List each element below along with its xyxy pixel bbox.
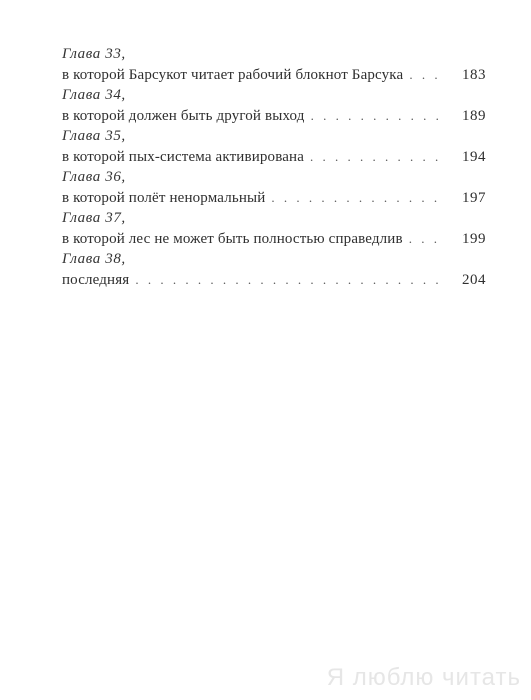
page-number: 199 <box>462 231 486 247</box>
page-number: 204 <box>462 272 486 288</box>
page-number: 183 <box>462 67 486 83</box>
chapter-title: в которой пых-система активирована <box>62 149 305 165</box>
toc-line <box>62 187 486 208</box>
dot-leader <box>409 64 446 85</box>
dot-leader <box>135 269 446 290</box>
toc-line <box>62 105 486 126</box>
dot-leader <box>271 187 446 208</box>
dot-leader <box>310 146 446 167</box>
toc-line <box>62 64 486 85</box>
chapter-heading: Глава 37, <box>62 210 126 226</box>
chapter-title: последняя <box>62 272 130 288</box>
toc-entry-chapter-38 <box>62 249 486 290</box>
page-number: 197 <box>462 190 486 206</box>
toc-entry-chapter-35 <box>62 126 486 167</box>
page-number: 194 <box>462 149 486 165</box>
dot-leader <box>311 105 446 126</box>
chapter-title: в которой Барсукот читает рабочий блокнот Барсука <box>62 67 404 83</box>
chapter-title: в которой лес не может быть полностью справедлив <box>62 231 403 247</box>
chapter-heading: Глава 34, <box>62 87 126 103</box>
chapter-heading: Глава 38, <box>62 251 126 267</box>
toc-line <box>62 228 486 249</box>
chapter-heading: Глава 35, <box>62 128 126 144</box>
watermark: Я люблю читать <box>326 664 521 691</box>
toc-entry-chapter-34 <box>62 85 486 126</box>
table-of-contents <box>62 44 486 290</box>
chapter-title: в которой полёт ненормальный <box>62 190 266 206</box>
toc-line <box>62 269 486 290</box>
toc-entry-chapter-36 <box>62 167 486 208</box>
chapter-heading: Глава 33, <box>62 46 126 62</box>
toc-line <box>62 146 486 167</box>
chapter-title: в которой должен быть другой выход <box>62 108 305 124</box>
toc-entry-chapter-37 <box>62 208 486 249</box>
chapter-heading: Глава 36, <box>62 169 126 185</box>
dot-leader <box>409 228 446 249</box>
toc-entry-chapter-33 <box>62 44 486 85</box>
page-number: 189 <box>462 108 486 124</box>
